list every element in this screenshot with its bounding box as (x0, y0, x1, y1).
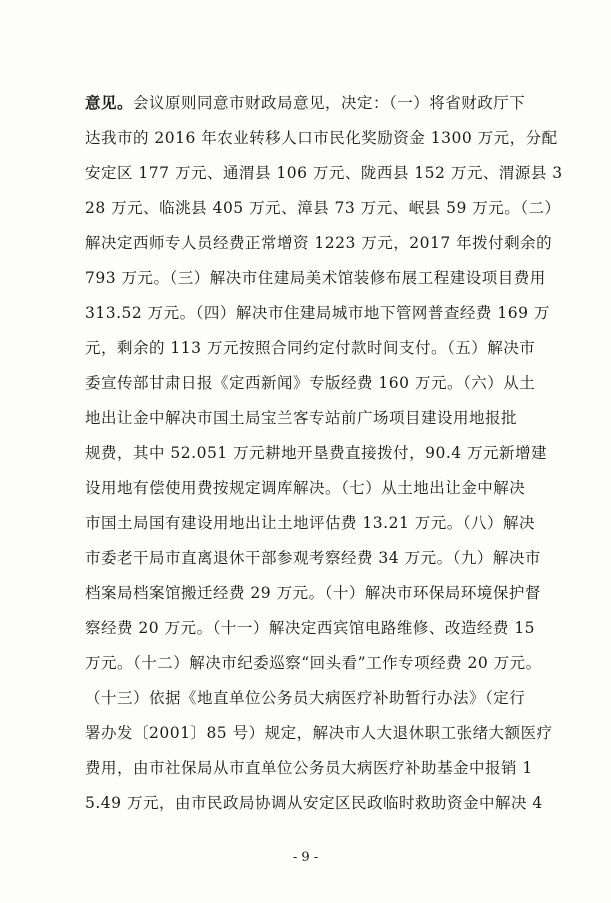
text-line-10: 地出让金中解决市国土局宝兰客专站前广场项目建设用地报批 (85, 409, 518, 427)
text-line-11: 规费，其中 52.051 万元耕地开垦费直接拨付，90.4 万元新增建 (85, 444, 548, 462)
text-line-13: 市国土局国有建设用地出让土地评估费 13.21 万元。（八）解决 (85, 514, 535, 532)
text-line-8: 元，剩余的 113 万元按照合同约定付款时间支付。（五）解决市 (85, 339, 536, 357)
body-text (85, 86, 573, 821)
text-line-6: 793 万元。（三）解决市住建局美术馆装修布展工程建设项目费用 (85, 269, 546, 287)
text-line-17: 万元。（十二）解决市纪委巡察“回头看”工作专项经费 20 万元。 (85, 654, 542, 672)
text-line-21: 5.49 万元，由市民政局协调从安定区民政临时救助资金中解决 4 (85, 794, 543, 812)
text-line-1 (85, 86, 573, 121)
text-line-7: 313.52 万元。（四）解决市住建局城市地下管网普查经费 169 万 (85, 304, 550, 322)
page-number: - 9 - (292, 850, 319, 865)
text-line-18: （十三）依据《地直单位公务员大病医疗补助暂行办法》（定行 (85, 689, 526, 707)
text-line-2: 达我市的 2016 年农业转移人口市民化奖励资金 1300 万元，分配 (85, 129, 558, 147)
first-line-text: 会议原则同意市财政局意见，决定：（一）将省财政厅下 (133, 94, 526, 112)
text-line-4: 28 万元、临洮县 405 万元、漳县 73 万元、岷县 59 万元。（二） (85, 199, 561, 217)
lead-word: 意见。 (85, 94, 134, 112)
text-line-19: 署办发〔2001〕85 号）规定，解决市人大退休职工张绪大额医疗 (85, 724, 553, 742)
text-line-5: 解决定西师专人员经费正常增资 1223 万元，2017 年拨付剩余的 (85, 234, 553, 252)
text-line-16: 察经费 20 万元。（十一）解决定西宾馆电路维修、改造经费 15 (85, 619, 535, 637)
text-line-9: 委宣传部甘肃日报《定西新闻》专版经费 160 万元。（六）从土 (85, 374, 536, 392)
text-line-15: 档案局档案馆搬迁经费 29 万元。（十）解决市环保局环境保护督 (85, 584, 541, 602)
text-line-3: 安定区 177 万元、通渭县 106 万元、陇西县 152 万元、渭源县 3 (85, 164, 563, 182)
text-line-14: 市委老干局市直离退休干部参观考察经费 34 万元。（九）解决市 (85, 549, 541, 567)
text-line-12: 设用地有偿使用费按规定调库解决。（七）从土地出让金中解决 (85, 479, 526, 497)
text-line-20: 费用，由市社保局从市直单位公务员大病医疗补助基金中报销 1 (85, 759, 533, 777)
